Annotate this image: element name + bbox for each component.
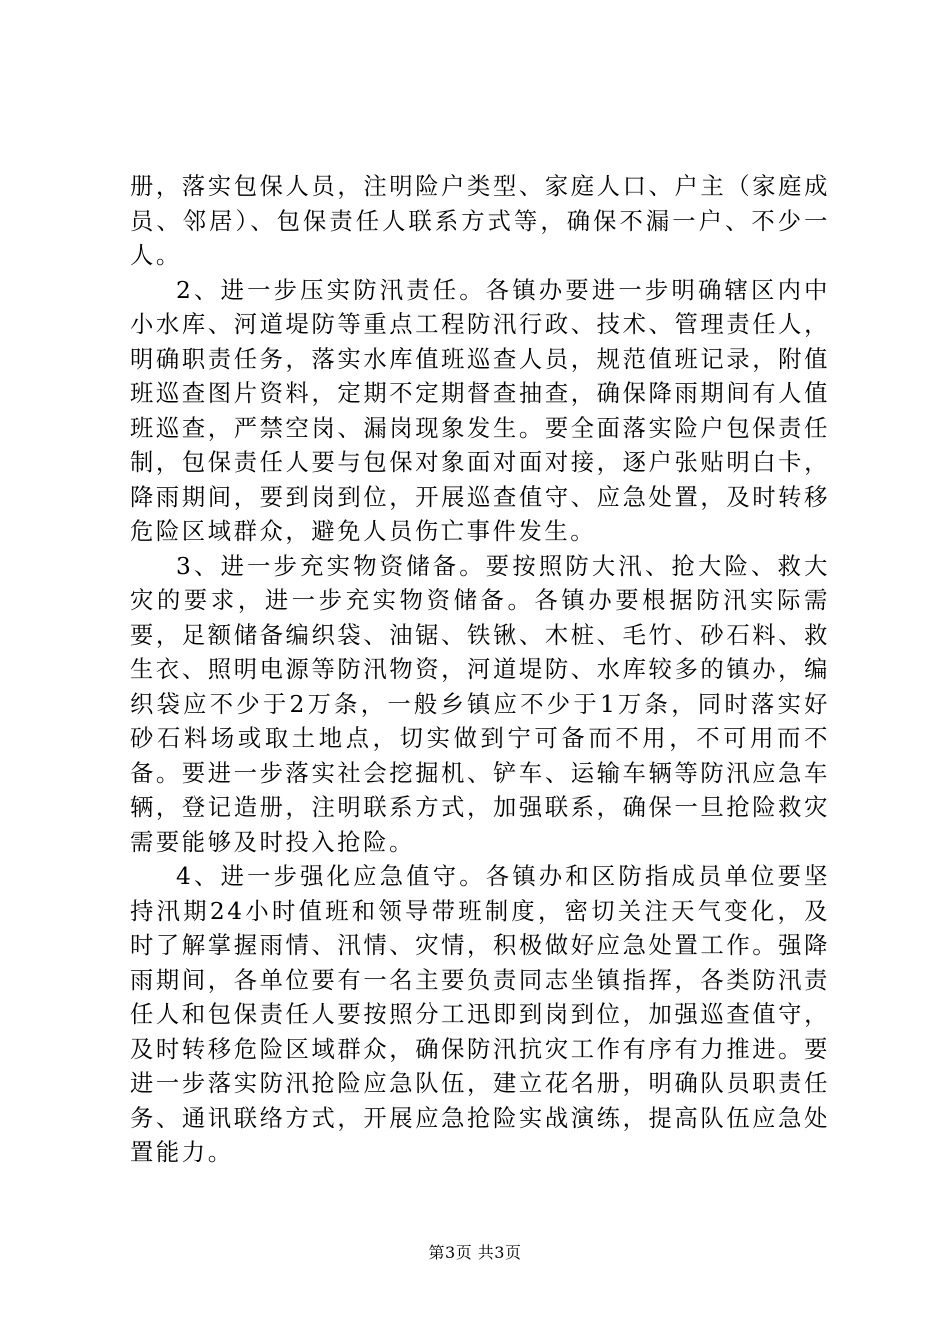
document-body [130,170,830,1171]
paragraph-3: 3、进一步充实物资储备。要按照防大汛、抢大险、救大灾的要求，进一步充实物资储备。各镇办要根据防汛实际需要，足额储备编织袋、油锯、铁锹、木桩、毛竹、砂石料、救生衣、照明电源等防汛物资，河道堤防、水库较多的镇办，编织袋应不少于2万条，一般乡镇应不少于1万条，同时落实好砂石料场或取土地点，切实做到宁可备而不用，不可用而不备。要进一步落实社会挖掘机、铲车、运输车辆等防汛应急车辆，登记造册，注明联系方式，加强联系，确保一旦抢险救灾需要能够及时投入抢险。 [130,552,830,856]
paragraph-2: 2、进一步压实防汛责任。各镇办要进一步明确辖区内中小水库、河道堤防等重点工程防汛行政、技术、管理责任人，明确职责任务，落实水库值班巡查人员，规范值班记录，附值班巡查图片资料，定期不定期督查抽查，确保降雨期间有人值班巡查，严禁空岗、漏岗现象发生。要全面落实险户包保责任制，包保责任人要与包保对象面对面对接，逐户张贴明白卡，降雨期间，要到岗到位，开展巡查值守、应急处置，及时转移危险区域群众，避免人员伤亡事件发生。 [130,276,830,545]
paragraph-1: 册，落实包保人员，注明险户类型、家庭人口、户主（家庭成员、邻居）、包保责任人联系方式等，确保不漏一户、不少一人。 [130,173,830,269]
page-footer: 第3页 共3页 [428,1243,522,1262]
paragraph-4: 4、进一步强化应急值守。各镇办和区防指成员单位要坚持汛期24小时值班和领导带班制度，密切关注天气变化，及时了解掌握雨情、汛情、灾情，积极做好应急处置工作。强降雨期间，各单位要有一名主要负责同志坐镇指挥，各类防汛责任人和包保责任人要按照分工迅即到岗到位，加强巡查值守，及时转移危险区域群众，确保防汛抗灾工作有序有力推进。要进一步落实防汛抢险应急队伍，建立花名册，明确队员职责任务、通讯联络方式，开展应急抢险实战演练，提高队伍应急处置能力。 [130,863,830,1166]
